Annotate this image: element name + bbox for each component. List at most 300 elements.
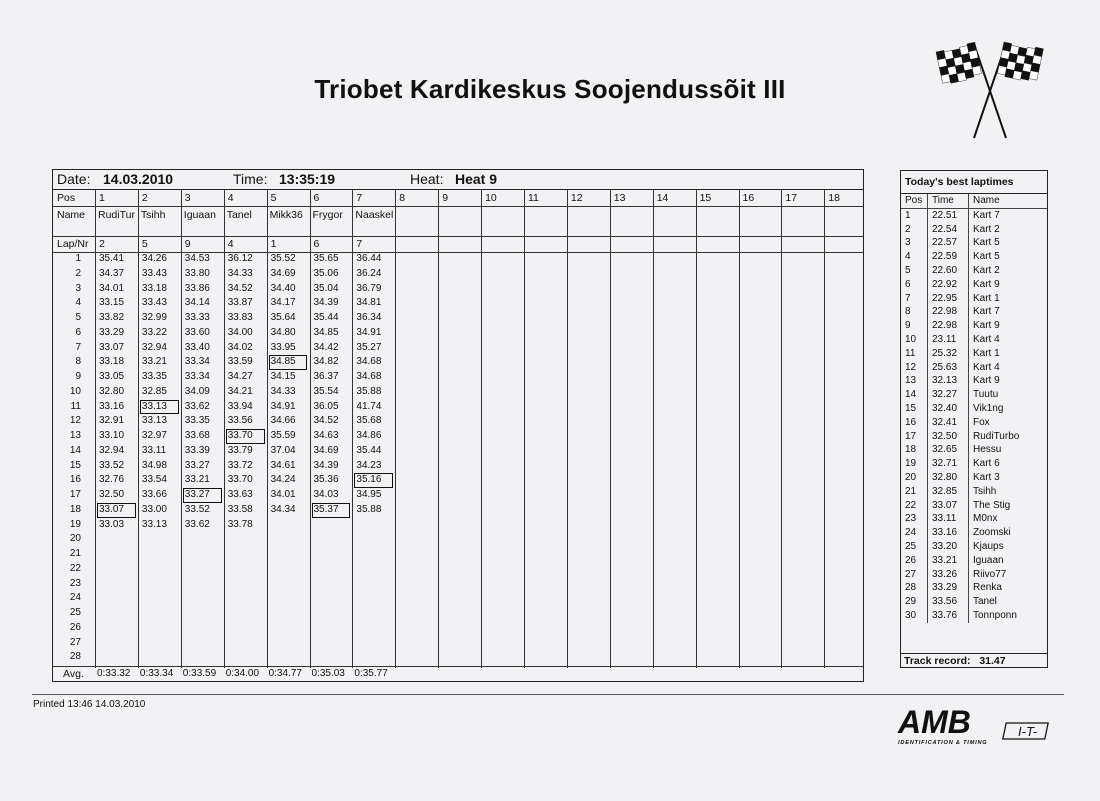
lap-time-cell: 33.43 [141,297,167,309]
position-header: 18 [828,192,840,204]
lap-time-cell: 34.53 [184,253,210,264]
best-pos: 21 [901,485,928,499]
best-name: Kjaups [973,540,1004,552]
best-name: Kart 2 [973,223,1000,235]
position-header: 17 [785,192,798,204]
best-row [901,236,1047,250]
best-row [901,609,1047,623]
best-time: 22.57 [928,236,969,250]
average-time: 0:35.03 [311,668,345,679]
best-lap-cell: 33.70 [226,429,265,444]
lap-time-cell: 32.97 [141,430,167,441]
lap-time-cell: 33.00 [141,503,167,515]
kart-number: 7 [356,238,363,250]
lap-time-cell: 33.39 [184,444,210,456]
best-pos: 30 [901,609,928,623]
time-label: Time: [233,171,268,187]
lap-time-cell: 35.65 [313,253,339,264]
grid-hline [53,206,863,207]
track-record [901,653,1047,667]
grid-hline [53,666,863,667]
lap-time-cell: 35.27 [356,341,382,353]
lap-time-cell: 34.39 [313,297,339,309]
best-pos: 2 [901,223,928,237]
best-pos: 4 [901,250,928,264]
grid-vline [310,190,311,668]
lap-time-cell: 33.40 [184,341,210,353]
best-pos: 5 [901,264,928,278]
lap-time-cell: 33.35 [184,415,210,427]
position-header: 5 [270,192,277,204]
best-row [901,581,1047,595]
lap-time-cell: 35.88 [356,503,382,515]
best-pos: 8 [901,305,928,319]
best-row [901,402,1047,416]
lap-time-cell: 33.68 [184,430,210,441]
best-laptimes-panel [900,170,1048,668]
lap-time-cell: 34.68 [356,356,382,368]
lap-time-cell: 36.05 [313,400,339,412]
best-time: 22.98 [928,305,969,319]
best-row [901,471,1047,485]
best-name: Zoomski [973,527,1011,539]
lap-time-cell: 33.62 [184,518,210,530]
best-time: 32.50 [928,430,969,444]
lap-time-cell: 35.88 [356,385,382,397]
best-row [901,499,1047,513]
best-row [901,208,1047,222]
best-name: Kart 9 [973,278,1000,290]
lap-time-cell: 32.94 [99,444,125,456]
position-header: 2 [141,192,148,204]
lap-number: 14 [69,444,81,456]
best-name: Kart 7 [973,306,1000,318]
driver-name: Mikk36 [269,209,303,221]
name-row-label: Name [57,209,86,221]
lap-time-cell: 34.23 [356,459,382,471]
lap-number: 19 [69,518,81,530]
lap-time-cell: 34.26 [141,253,167,264]
best-name: Kart 9 [973,375,1000,387]
grid-vline [481,190,482,668]
lap-time-cell: 33.82 [99,312,125,323]
best-name: Kart 9 [973,320,1000,332]
lap-number: 10 [69,385,81,397]
lap-time-cell: 34.24 [270,474,296,486]
best-name: Renka [973,582,1002,594]
best-name: Hessu [973,444,1002,456]
position-header: 9 [442,192,449,204]
lap-time-cell: 33.18 [141,282,167,294]
best-lap-cell: 35.37 [312,503,351,518]
lap-time-cell: 34.39 [313,459,339,471]
best-time: 32.40 [928,402,969,416]
lap-time-cell: 34.17 [270,297,296,309]
best-row [901,554,1047,568]
best-lap-cell: 34.85 [269,355,308,370]
heat-label: Heat: [410,171,444,187]
best-name: M0nx [973,513,998,525]
best-name: Tsihh [973,485,997,497]
position-header: 6 [313,192,320,204]
average-time: 0:34.77 [268,668,302,679]
lap-time-cell: 33.21 [184,474,210,486]
track-record-value: 31.47 [979,655,1006,667]
pos-row-label: Pos [57,192,76,204]
grid-vline [181,190,182,668]
lap-time-cell: 33.43 [141,267,167,279]
average-time: 0:35.77 [354,668,388,679]
grid-vline [95,190,96,668]
position-header: 10 [485,192,497,204]
best-time: 22.59 [928,250,969,264]
lap-time-cell: 33.34 [184,371,210,382]
best-row [901,540,1047,554]
heat-header [53,170,863,190]
best-name: Kart 4 [973,361,1000,373]
best-time: 33.29 [928,581,969,595]
best-time: 32.65 [928,443,969,457]
lap-time-cell: 34.80 [270,326,296,338]
driver-name: Naaskel [355,209,394,221]
best-time: 22.92 [928,278,969,292]
lap-time-cell: 32.76 [99,474,125,486]
best-name: Kart 7 [973,209,1000,221]
best-time: 22.54 [928,223,969,237]
lap-time-cell: 33.33 [184,312,210,323]
best-time: 22.98 [928,319,969,333]
lap-number: 26 [69,621,81,633]
lap-time-cell: 35.68 [356,415,382,427]
grid-vline [653,190,654,668]
lap-time-cell: 34.37 [99,267,125,279]
best-pos: 1 [901,208,928,222]
lap-time-cell: 32.50 [99,489,125,500]
lap-number: 20 [69,533,81,545]
best-row [901,264,1047,278]
best-time: 23.11 [928,333,969,347]
best-row [901,526,1047,540]
best-pos: 28 [901,581,928,595]
best-pos: 16 [901,416,928,430]
best-time: Time [928,194,969,208]
best-name: RudiTurbo [973,430,1020,442]
lap-time-cell: 36.44 [356,253,382,264]
lap-time-cell: 34.81 [356,297,382,309]
driver-name: Frygor [312,209,343,221]
best-row [901,319,1047,333]
best-lap-cell: 35.16 [354,473,393,488]
best-lap-cell: 33.07 [97,503,136,518]
lap-time-cell: 34.82 [313,356,339,368]
average-time: 0:34.00 [225,668,260,679]
lap-time-cell: 35.64 [270,312,296,323]
grid-vline [824,190,825,668]
date-label: Date: [57,171,91,187]
grid-vline [610,190,611,668]
best-row [901,374,1047,388]
lap-time-cell: 34.09 [184,385,210,397]
lap-time-cell: 34.52 [227,282,253,294]
position-header: 16 [742,192,755,204]
best-row [901,416,1047,430]
position-header: 12 [570,192,583,204]
lap-number: 16 [69,474,81,486]
lap-time-cell: 33.15 [99,297,125,309]
lap-time-cell: 34.33 [270,385,296,397]
lap-time-cell: 33.27 [184,459,210,471]
best-time: 25.32 [928,347,969,361]
lap-time-cell: 34.52 [313,415,339,427]
position-header: 1 [99,192,105,204]
best-time: 33.11 [928,512,969,526]
driver-name: Tanel [226,209,252,221]
lap-number: 3 [75,282,81,294]
best-pos: 10 [901,333,928,347]
lap-time-cell: 33.54 [141,474,167,486]
kart-number: 9 [184,238,191,250]
kart-number: 6 [313,238,320,250]
lap-time-cell: 34.42 [313,341,339,353]
avg-row-label: Avg. [63,668,84,680]
lap-time-cell: 33.16 [99,400,125,412]
position-header: 7 [356,192,363,204]
best-pos: 20 [901,471,928,485]
average-time: 0:33.34 [139,668,174,679]
lap-number: 15 [69,459,81,471]
lap-time-cell: 34.66 [270,415,296,427]
lap-time-cell: 33.07 [99,341,125,353]
lap-time-cell: 34.95 [356,489,382,500]
best-time: 33.07 [928,499,969,513]
position-header: 14 [656,192,669,204]
best-time: 33.16 [928,526,969,540]
best-time: 32.80 [928,471,969,485]
best-pos: 27 [901,568,928,582]
lap-time-cell: 33.29 [99,326,125,338]
grid-vline [138,190,139,668]
best-row [901,333,1047,347]
lap-time-cell: 34.27 [227,371,253,382]
lap-number: 11 [70,400,81,412]
lap-number: 13 [69,430,81,441]
best-row [901,292,1047,306]
lap-number: 5 [75,312,81,323]
lap-time-cell: 34.91 [270,400,296,412]
best-row [901,223,1047,237]
lap-number: 24 [69,592,81,604]
best-name: The Stig [973,499,1011,511]
best-pos: 24 [901,526,928,540]
best-time: 22.60 [928,264,969,278]
lap-number: 4 [75,297,81,309]
lap-time-cell: 33.79 [227,444,253,456]
best-name: Tanel [973,596,997,608]
lap-time-cell: 33.60 [184,326,210,338]
date-value: 14.03.2010 [103,171,174,187]
grid-vline [267,190,268,668]
best-time: 22.95 [928,292,969,306]
lap-time-cell: 33.66 [141,489,167,500]
lap-time-cell: 33.34 [184,356,210,368]
amb-logo [896,705,1056,755]
best-pos: 17 [901,430,928,444]
lap-time-cell: 33.80 [184,267,210,279]
best-pos: 25 [901,540,928,554]
lap-time-cell: 34.98 [141,459,167,471]
kart-number: 4 [227,238,234,250]
best-pos: 6 [901,278,928,292]
best-name: Tuutu [973,389,999,401]
lap-time-cell: 33.22 [141,326,167,338]
lap-time-cell: 34.86 [356,430,382,441]
best-row [901,443,1047,457]
driver-name: Tsihh [140,209,166,221]
lap-time-cell: 34.69 [313,444,339,456]
grid-vline [696,190,697,668]
lap-time-cell: 34.40 [270,282,296,294]
lap-time-cell: 34.68 [356,371,382,382]
lap-number: 9 [75,371,81,382]
position-header: 3 [184,192,191,204]
lap-time-cell: 33.83 [227,312,253,323]
lap-time-cell: 33.87 [227,297,253,309]
best-name: Kart 1 [973,347,1000,359]
best-row [901,250,1047,264]
best-pos: 15 [901,402,928,416]
best-time: 33.26 [928,568,969,582]
lap-time-cell: 34.34 [270,503,296,515]
lap-time-cell: 34.61 [270,459,296,471]
best-name: Tonnponn [973,609,1017,621]
lap-time-cell: 33.05 [99,371,125,382]
best-row [901,278,1047,292]
position-header: 11 [528,192,539,204]
best-time: 32.41 [928,416,969,430]
position-header: 13 [613,192,626,204]
best-pos: 3 [901,236,928,250]
lap-time-cell: 34.85 [313,326,339,338]
best-name: Kart 4 [973,333,1000,345]
best-name: Kart 5 [973,237,1000,249]
lap-number: 2 [75,267,81,279]
lap-time-cell: 34.91 [356,326,382,338]
kart-number: 5 [141,238,148,250]
lap-number: 12 [69,415,81,427]
best-pos: 23 [901,512,928,526]
average-time: 0:33.32 [97,668,131,679]
best-time: 25.63 [928,361,969,375]
footer-divider [32,694,1064,695]
lap-time-cell: 34.69 [270,267,296,279]
best-lap-cell: 33.27 [183,488,222,503]
logo-brand: AMB [898,705,971,740]
lap-number: 28 [69,651,81,663]
lap-time-cell: 33.59 [227,356,253,368]
lap-time-cell: 36.24 [356,267,382,279]
logo-suffix: I-T- [1018,724,1038,739]
grid-hline [53,236,863,237]
position-header: 8 [399,192,406,204]
printed-timestamp: Printed 13:46 14.03.2010 [33,699,146,710]
lap-time-cell: 34.01 [99,282,125,294]
lap-time-cell: 33.35 [141,371,167,382]
best-time: 32.13 [928,374,969,388]
lap-time-cell: 35.06 [313,267,339,279]
lap-number: 17 [69,489,81,500]
lap-time-cell: 35.52 [270,253,296,264]
lap-time-cell: 34.00 [227,326,253,338]
track-record-label: Track record: [904,655,971,667]
lap-number: 23 [69,577,81,589]
best-pos: 11 [901,347,928,361]
best-pos: 12 [901,361,928,375]
best-name: Kart 3 [973,471,1000,483]
best-time: 22.51 [928,208,969,222]
best-lap-cell: 33.13 [140,400,179,415]
lap-time-cell: 35.54 [313,385,339,397]
checkered-flags-icon [930,34,1050,144]
lap-time-cell: 33.11 [141,444,167,456]
lap-time-cell: 34.15 [270,371,296,382]
best-time: 32.85 [928,485,969,499]
logo-tagline: IDENTIFICATION & TIMING [898,740,988,746]
best-name: Kart 6 [973,458,1000,470]
kart-number: 2 [99,238,105,250]
lap-time-cell: 32.85 [141,385,167,397]
best-name: Kart 2 [973,264,1000,276]
best-time: 33.76 [928,609,969,623]
grid-vline [352,190,353,668]
lap-time-cell: 37.04 [270,444,296,456]
lap-number: 7 [75,341,81,353]
lap-time-cell: 33.78 [227,518,253,530]
lap-time-cell: 34.01 [270,489,296,500]
lap-time-cell: 33.58 [227,503,253,515]
best-row [901,305,1047,319]
grid-vline [781,190,782,668]
best-row [901,430,1047,444]
best-pos: 19 [901,457,928,471]
lap-time-cell: 35.59 [270,430,296,441]
time-value: 13:35:19 [279,171,336,187]
best-pos: 7 [901,292,928,306]
lap-time-cell: 32.94 [141,341,167,353]
best-pos: 18 [901,443,928,457]
best-row [901,347,1047,361]
lap-time-cell: 33.13 [141,518,167,530]
grid-vline [524,190,525,668]
best-pos: 29 [901,595,928,609]
grid-vline [567,190,568,668]
best-row [901,568,1047,582]
lap-number: 22 [69,562,81,574]
lap-time-cell: 41.74 [356,400,382,412]
best-time: 33.20 [928,540,969,554]
driver-name: RudiTur [98,209,135,221]
lapnr-row-label: Lap/Nr [57,238,89,250]
best-name: Fox [973,416,990,428]
best-pos: Pos [901,194,928,208]
lap-time-cell: 33.62 [184,400,210,412]
best-time: 32.27 [928,388,969,402]
best-time: 32.71 [928,457,969,471]
best-row [901,595,1047,609]
best-pos: 9 [901,319,928,333]
lap-time-cell: 34.02 [227,341,253,353]
grid-vline [438,190,439,668]
best-header-row [901,194,1047,208]
